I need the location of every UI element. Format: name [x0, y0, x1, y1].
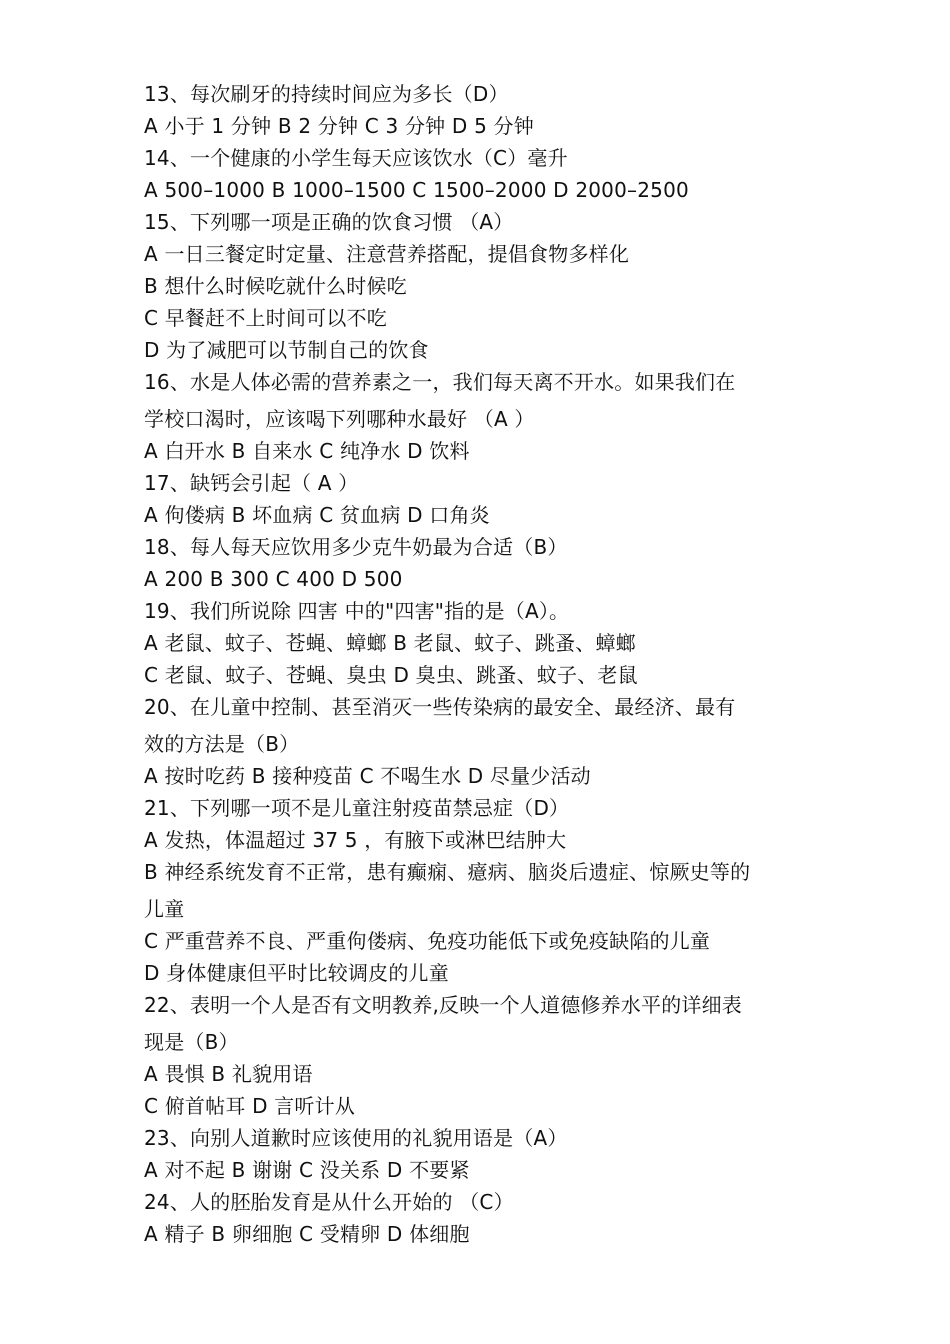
answer-options-22-cd: C 俯首帖耳 D 言听计从: [144, 1094, 356, 1118]
question-17: 17、缺钙会引起（ A ）: [144, 471, 359, 495]
answer-option-21b-line-2: 儿童: [144, 897, 185, 921]
answer-options-19-cd: C 老鼠、蚊子、苍蝇、臭虫 D 臭虫、跳蚤、蚊子、老鼠: [144, 663, 638, 687]
question-21: 21、下列哪一项不是儿童注射疫苗禁忌症（D）: [144, 796, 570, 820]
answer-option-21c: C 严重营养不良、严重佝偻病、免疫功能低下或免疫缺陷的儿童: [144, 929, 711, 953]
answer-options-13: A 小于 1 分钟 B 2 分钟 C 3 分钟 D 5 分钟: [144, 114, 534, 138]
answer-option-15b: B 想什么时候吃就什么时候吃: [144, 274, 407, 298]
answer-options-17: A 佝偻病 B 坏血病 C 贫血病 D 口角炎: [144, 503, 490, 527]
question-20-line-2: 效的方法是（B）: [144, 732, 300, 756]
question-16-line-1: 16、水是人体必需的营养素之一，我们每天离不开水。如果我们在: [144, 370, 736, 394]
question-23: 23、向别人道歉时应该使用的礼貌用语是（A）: [144, 1126, 568, 1150]
question-14: 14、一个健康的小学生每天应该饮水（C）毫升: [144, 146, 568, 170]
answer-options-23: A 对不起 B 谢谢 C 没关系 D 不要紧: [144, 1158, 470, 1182]
answer-options-22-ab: A 畏惧 B 礼貌用语: [144, 1062, 313, 1086]
answer-option-21d: D 身体健康但平时比较调皮的儿童: [144, 961, 449, 985]
question-22-line-1: 22、表明一个人是否有文明教养,反映一个人道德修养水平的详细表: [144, 993, 743, 1017]
answer-option-21a: A 发热，体温超过 37 5 ，有腋下或淋巴结肿大: [144, 828, 567, 852]
answer-options-18: A 200 B 300 C 400 D 500: [144, 567, 403, 591]
question-22-line-2: 现是（B）: [144, 1030, 239, 1054]
question-13: 13、每次刷牙的持续时间应为多长（D）: [144, 82, 509, 106]
answer-option-21b-line-1: B 神经系统发育不正常，患有癫痫、癔病、脑炎后遗症、惊厥史等的: [144, 860, 751, 884]
answer-options-14: A 500–1000 B 1000–1500 C 1500–2000 D 2000–2500: [144, 178, 689, 202]
answer-option-15c: C 早餐赶不上时间可以不吃: [144, 306, 387, 330]
question-20-line-1: 20、在儿童中控制、甚至消灭一些传染病的最安全、最经济、最有: [144, 695, 736, 719]
answer-options-20: A 按时吃药 B 接种疫苗 C 不喝生水 D 尽量少活动: [144, 764, 591, 788]
question-18: 18、每人每天应饮用多少克牛奶最为合适（B）: [144, 535, 568, 559]
answer-option-15a: A 一日三餐定时定量、注意营养搭配，提倡食物多样化: [144, 242, 630, 266]
question-24: 24、人的胚胎发育是从什么开始的 （C）: [144, 1190, 514, 1214]
answer-option-15d: D 为了减肥可以节制自己的饮食: [144, 338, 429, 362]
question-19: 19、我们所说除 四害 中的"四害"指的是（A）。: [144, 599, 570, 623]
answer-options-19-ab: A 老鼠、蚊子、苍蝇、蟑螂 B 老鼠、蚊子、跳蚤、蟑螂: [144, 631, 636, 655]
answer-options-24: A 精子 B 卵细胞 C 受精卵 D 体细胞: [144, 1222, 470, 1246]
question-16-line-2: 学校口渴时，应该喝下列哪种水最好 （A ）: [144, 407, 535, 431]
question-15: 15、下列哪一项是正确的饮食习惯 （A）: [144, 210, 514, 234]
document-body: [144, 78, 834, 1250]
answer-options-16: A 白开水 B 自来水 C 纯净水 D 饮料: [144, 439, 470, 463]
